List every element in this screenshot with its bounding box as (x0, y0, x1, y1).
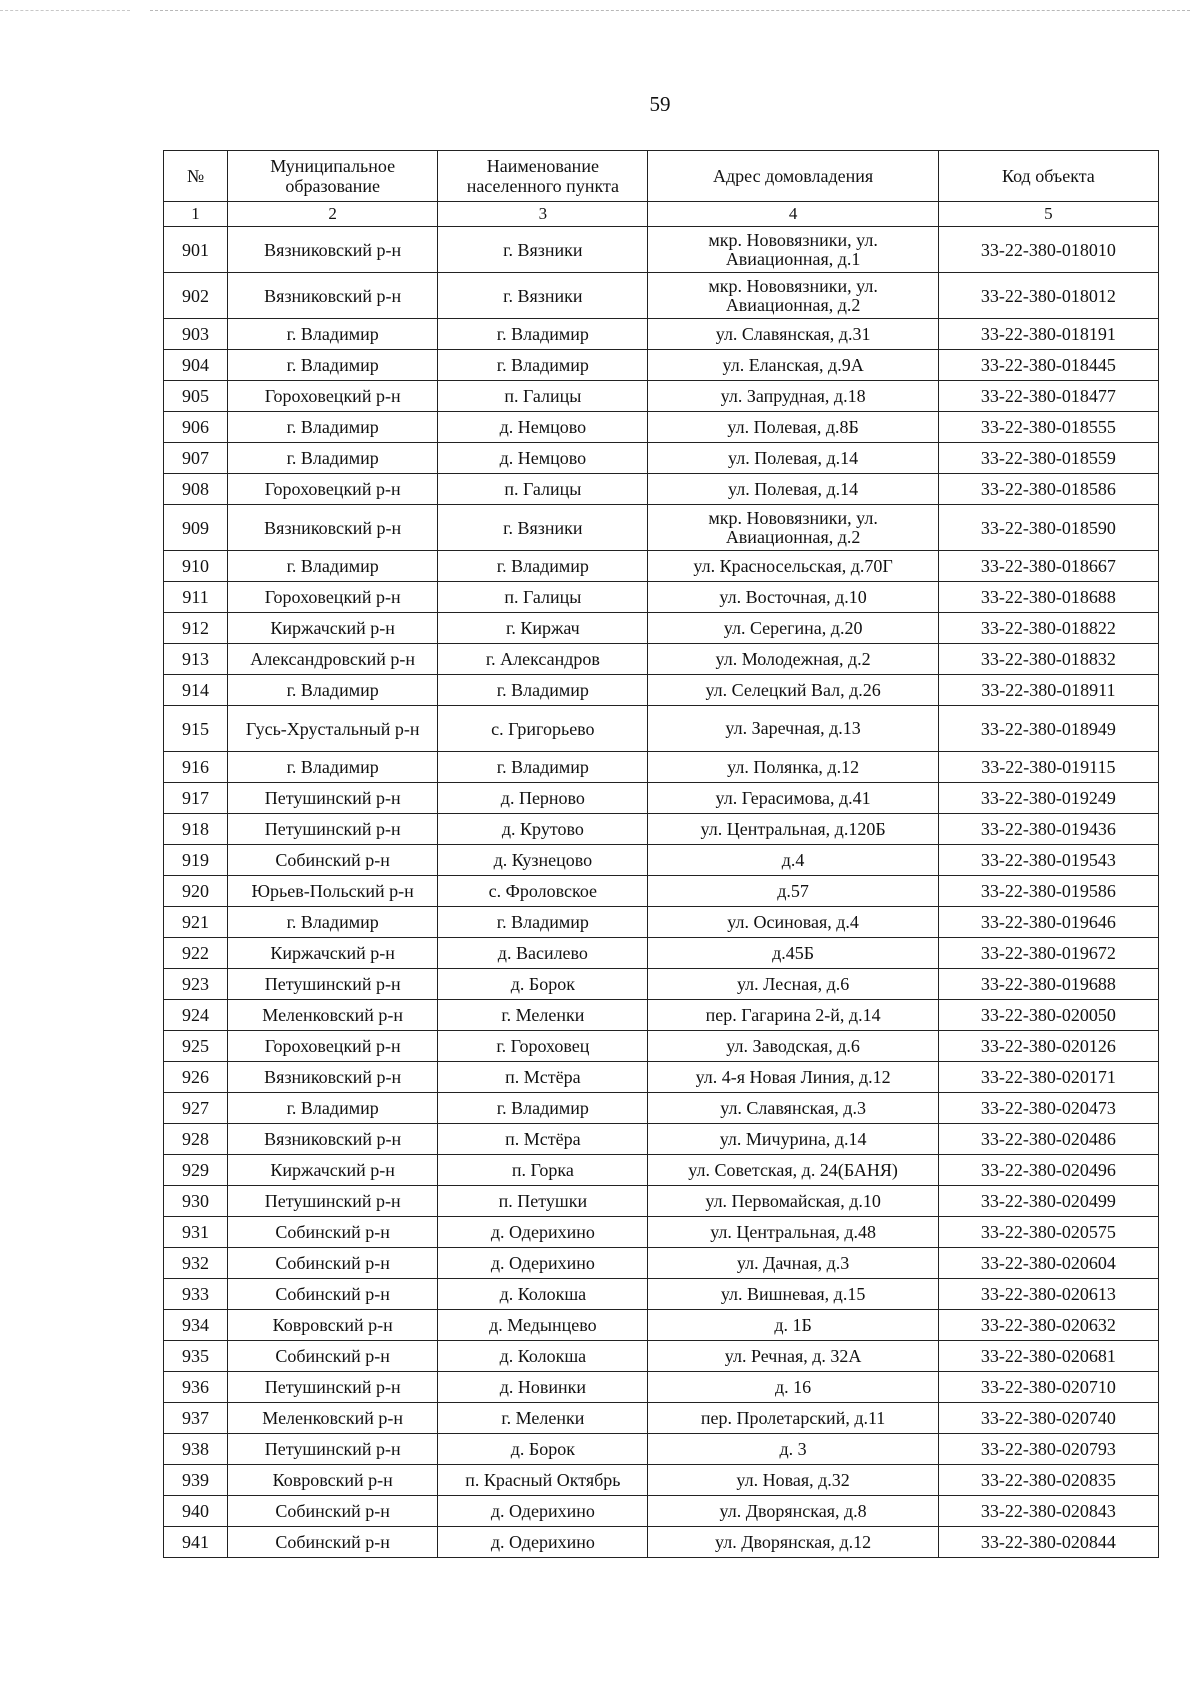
object-code-cell: 33-22-380-018191 (938, 319, 1158, 350)
address-cell: ул. Запрудная, д.18 (648, 381, 938, 412)
settlement-cell: д. Одерихино (438, 1496, 648, 1527)
table-row (164, 412, 1159, 443)
municipality-cell: Собинский р-н (228, 1496, 438, 1527)
table-row (164, 1465, 1159, 1496)
table-row (164, 1217, 1159, 1248)
settlement-cell: г. Меленки (438, 1403, 648, 1434)
settlement-cell: с. Фроловское (438, 876, 648, 907)
address-cell: ул. Дворянская, д.12 (648, 1527, 938, 1558)
address-cell: ул. Осиновая, д.4 (648, 907, 938, 938)
row-number: 937 (164, 1403, 228, 1434)
municipality-cell: Петушинский р-н (228, 969, 438, 1000)
row-number: 938 (164, 1434, 228, 1465)
table-row (164, 1527, 1159, 1558)
settlement-cell: п. Мстёра (438, 1062, 648, 1093)
address-cell: ул. Полянка, д.12 (648, 752, 938, 783)
settlement-cell: д. Борок (438, 1434, 648, 1465)
object-code-cell: 33-22-380-018688 (938, 582, 1158, 613)
header-address: Адрес домовладения (648, 151, 938, 202)
page-number: 59 (649, 92, 671, 116)
object-code-cell: 33-22-380-018445 (938, 350, 1158, 381)
settlement-cell: г. Киржач (438, 613, 648, 644)
address-cell: мкр. Нововязники, ул. Авиационная, д.1 (648, 227, 938, 273)
municipality-cell: Киржачский р-н (228, 613, 438, 644)
address-cell: ул. Славянская, д.3 (648, 1093, 938, 1124)
address-cell: ул. Мичурина, д.14 (648, 1124, 938, 1155)
settlement-cell: г. Вязники (438, 273, 648, 319)
row-number: 913 (164, 644, 228, 675)
households-table (163, 150, 1159, 1558)
object-code-cell: 33-22-380-018911 (938, 675, 1158, 706)
row-number: 908 (164, 474, 228, 505)
table-row (164, 381, 1159, 412)
row-number: 921 (164, 907, 228, 938)
row-number: 932 (164, 1248, 228, 1279)
table-row (164, 675, 1159, 706)
settlement-cell: г. Владимир (438, 675, 648, 706)
row-number: 905 (164, 381, 228, 412)
municipality-cell: Ковровский р-н (228, 1465, 438, 1496)
object-code-cell: 33-22-380-020835 (938, 1465, 1158, 1496)
settlement-cell: д. Перново (438, 783, 648, 814)
table-row (164, 907, 1159, 938)
settlement-cell: д. Немцово (438, 412, 648, 443)
municipality-cell: Киржачский р-н (228, 938, 438, 969)
settlement-cell: д. Одерихино (438, 1217, 648, 1248)
municipality-cell: Петушинский р-н (228, 1372, 438, 1403)
settlement-cell: г. Вязники (438, 227, 648, 273)
object-code-cell: 33-22-380-020613 (938, 1279, 1158, 1310)
row-number: 903 (164, 319, 228, 350)
object-code-cell: 33-22-380-018832 (938, 644, 1158, 675)
row-number: 941 (164, 1527, 228, 1558)
table-row (164, 1372, 1159, 1403)
address-cell: пер. Гагарина 2-й, д.14 (648, 1000, 938, 1031)
municipality-cell: г. Владимир (228, 675, 438, 706)
settlement-cell: д. Одерихино (438, 1527, 648, 1558)
address-cell: д. 1Б (648, 1310, 938, 1341)
row-number: 909 (164, 505, 228, 551)
table-row (164, 1093, 1159, 1124)
table-row (164, 1248, 1159, 1279)
row-number: 935 (164, 1341, 228, 1372)
settlement-cell: г. Меленки (438, 1000, 648, 1031)
address-cell: ул. Центральная, д.48 (648, 1217, 938, 1248)
settlement-cell: д. Колокша (438, 1341, 648, 1372)
row-number: 931 (164, 1217, 228, 1248)
object-code-cell: 33-22-380-018586 (938, 474, 1158, 505)
address-cell: д.45Б (648, 938, 938, 969)
table-row (164, 319, 1159, 350)
row-number: 910 (164, 551, 228, 582)
address-cell: ул. Полевая, д.14 (648, 474, 938, 505)
address-cell: ул. Советская, д. 24(БАНЯ) (648, 1155, 938, 1186)
row-number: 928 (164, 1124, 228, 1155)
column-number: 2 (228, 202, 438, 227)
row-number: 922 (164, 938, 228, 969)
address-cell: ул. Заречная, д.13 (648, 706, 938, 752)
municipality-cell: Собинский р-н (228, 1341, 438, 1372)
table-row (164, 1000, 1159, 1031)
table-row (164, 474, 1159, 505)
municipality-cell: Гусь-Хрустальный р-н (228, 706, 438, 752)
table-row (164, 752, 1159, 783)
table-row (164, 876, 1159, 907)
municipality-cell: Петушинский р-н (228, 1434, 438, 1465)
object-code-cell: 33-22-380-018012 (938, 273, 1158, 319)
table-row (164, 814, 1159, 845)
object-code-cell: 33-22-380-019586 (938, 876, 1158, 907)
address-cell: ул. Дворянская, д.8 (648, 1496, 938, 1527)
object-code-cell: 33-22-380-019115 (938, 752, 1158, 783)
header-object-code: Код объекта (938, 151, 1158, 202)
municipality-cell: г. Владимир (228, 752, 438, 783)
settlement-cell: г. Владимир (438, 1093, 648, 1124)
settlement-cell: г. Александров (438, 644, 648, 675)
object-code-cell: 33-22-380-018667 (938, 551, 1158, 582)
table-row (164, 969, 1159, 1000)
row-number: 901 (164, 227, 228, 273)
object-code-cell: 33-22-380-020681 (938, 1341, 1158, 1372)
row-number: 916 (164, 752, 228, 783)
table-row (164, 1496, 1159, 1527)
settlement-cell: г. Владимир (438, 907, 648, 938)
settlement-cell: д. Борок (438, 969, 648, 1000)
column-number: 1 (164, 202, 228, 227)
table-row (164, 443, 1159, 474)
settlement-cell: г. Владимир (438, 551, 648, 582)
address-cell: мкр. Нововязники, ул. Авиационная, д.2 (648, 505, 938, 551)
column-number: 4 (648, 202, 938, 227)
column-number-row (164, 202, 1159, 227)
settlement-cell: п. Галицы (438, 474, 648, 505)
settlement-cell: п. Петушки (438, 1186, 648, 1217)
address-cell: ул. Новая, д.32 (648, 1465, 938, 1496)
address-cell: ул. Восточная, д.10 (648, 582, 938, 613)
row-number: 902 (164, 273, 228, 319)
row-number: 914 (164, 675, 228, 706)
address-cell: ул. Полевая, д.14 (648, 443, 938, 474)
object-code-cell: 33-22-380-020575 (938, 1217, 1158, 1248)
address-cell: ул. Славянская, д.31 (648, 319, 938, 350)
address-cell: ул. Центральная, д.120Б (648, 814, 938, 845)
address-cell: ул. Дачная, д.3 (648, 1248, 938, 1279)
table-row (164, 706, 1159, 752)
row-number: 907 (164, 443, 228, 474)
row-number: 930 (164, 1186, 228, 1217)
settlement-cell: г. Вязники (438, 505, 648, 551)
table-row (164, 273, 1159, 319)
row-number: 906 (164, 412, 228, 443)
municipality-cell: г. Владимир (228, 551, 438, 582)
object-code-cell: 33-22-380-018477 (938, 381, 1158, 412)
object-code-cell: 33-22-380-019249 (938, 783, 1158, 814)
table-row (164, 505, 1159, 551)
table-row (164, 227, 1159, 273)
address-cell: пер. Пролетарский, д.11 (648, 1403, 938, 1434)
address-cell: ул. Серегина, д.20 (648, 613, 938, 644)
municipality-cell: Гороховецкий р-н (228, 1031, 438, 1062)
settlement-cell: с. Григорьево (438, 706, 648, 752)
address-cell: ул. Лесная, д.6 (648, 969, 938, 1000)
municipality-cell: Гороховецкий р-н (228, 474, 438, 505)
address-cell: ул. 4-я Новая Линия, д.12 (648, 1062, 938, 1093)
table-row (164, 582, 1159, 613)
header-municipality: Муниципальное образование (228, 151, 438, 202)
settlement-cell: д. Немцово (438, 443, 648, 474)
address-cell: ул. Еланская, д.9А (648, 350, 938, 381)
settlement-cell: д. Василево (438, 938, 648, 969)
municipality-cell: г. Владимир (228, 350, 438, 381)
row-number: 912 (164, 613, 228, 644)
municipality-cell: Александровский р-н (228, 644, 438, 675)
municipality-cell: Юрьев-Польский р-н (228, 876, 438, 907)
object-code-cell: 33-22-380-019688 (938, 969, 1158, 1000)
row-number: 939 (164, 1465, 228, 1496)
object-code-cell: 33-22-380-019646 (938, 907, 1158, 938)
address-cell: ул. Красносельская, д.70Г (648, 551, 938, 582)
table-header-row (164, 151, 1159, 202)
object-code-cell: 33-22-380-018555 (938, 412, 1158, 443)
table-row (164, 1403, 1159, 1434)
table-row (164, 938, 1159, 969)
settlement-cell: д. Кузнецово (438, 845, 648, 876)
object-code-cell: 33-22-380-018559 (938, 443, 1158, 474)
column-number: 5 (938, 202, 1158, 227)
row-number: 934 (164, 1310, 228, 1341)
settlement-cell: г. Владимир (438, 350, 648, 381)
municipality-cell: Петушинский р-н (228, 1186, 438, 1217)
address-cell: ул. Герасимова, д.41 (648, 783, 938, 814)
municipality-cell: Киржачский р-н (228, 1155, 438, 1186)
municipality-cell: Петушинский р-н (228, 783, 438, 814)
object-code-cell: 33-22-380-020499 (938, 1186, 1158, 1217)
object-code-cell: 33-22-380-020843 (938, 1496, 1158, 1527)
address-cell: ул. Заводская, д.6 (648, 1031, 938, 1062)
object-code-cell: 33-22-380-020126 (938, 1031, 1158, 1062)
municipality-cell: г. Владимир (228, 907, 438, 938)
object-code-cell: 33-22-380-019672 (938, 938, 1158, 969)
header-number: № (164, 151, 228, 202)
row-number: 924 (164, 1000, 228, 1031)
settlement-cell: п. Горка (438, 1155, 648, 1186)
settlement-cell: д. Новинки (438, 1372, 648, 1403)
address-cell: д. 3 (648, 1434, 938, 1465)
row-number: 917 (164, 783, 228, 814)
object-code-cell: 33-22-380-019436 (938, 814, 1158, 845)
municipality-cell: Вязниковский р-н (228, 505, 438, 551)
row-number: 911 (164, 582, 228, 613)
object-code-cell: 33-22-380-020710 (938, 1372, 1158, 1403)
municipality-cell: Вязниковский р-н (228, 273, 438, 319)
table-row (164, 1124, 1159, 1155)
row-number: 940 (164, 1496, 228, 1527)
municipality-cell: Меленковский р-н (228, 1000, 438, 1031)
settlement-cell: д. Одерихино (438, 1248, 648, 1279)
municipality-cell: г. Владимир (228, 412, 438, 443)
table-row (164, 613, 1159, 644)
municipality-cell: г. Владимир (228, 319, 438, 350)
settlement-cell: п. Галицы (438, 582, 648, 613)
address-cell: ул. Молодежная, д.2 (648, 644, 938, 675)
header-settlement: Наименование населенного пункта (438, 151, 648, 202)
row-number: 904 (164, 350, 228, 381)
table-row (164, 783, 1159, 814)
object-code-cell: 33-22-380-020050 (938, 1000, 1158, 1031)
municipality-cell: Гороховецкий р-н (228, 582, 438, 613)
object-code-cell: 33-22-380-018949 (938, 706, 1158, 752)
table-row (164, 644, 1159, 675)
address-cell: ул. Речная, д. 32А (648, 1341, 938, 1372)
table-row (164, 845, 1159, 876)
row-number: 925 (164, 1031, 228, 1062)
table-row (164, 1341, 1159, 1372)
object-code-cell: 33-22-380-020486 (938, 1124, 1158, 1155)
municipality-cell: Ковровский р-н (228, 1310, 438, 1341)
column-number: 3 (438, 202, 648, 227)
settlement-cell: п. Мстёра (438, 1124, 648, 1155)
object-code-cell: 33-22-380-020844 (938, 1527, 1158, 1558)
scan-artifact-left (0, 10, 130, 11)
municipality-cell: г. Владимир (228, 1093, 438, 1124)
object-code-cell: 33-22-380-020604 (938, 1248, 1158, 1279)
municipality-cell: г. Владимир (228, 443, 438, 474)
row-number: 918 (164, 814, 228, 845)
object-code-cell: 33-22-380-020740 (938, 1403, 1158, 1434)
table-row (164, 1279, 1159, 1310)
row-number: 923 (164, 969, 228, 1000)
address-cell: мкр. Нововязники, ул. Авиационная, д.2 (648, 273, 938, 319)
municipality-cell: Собинский р-н (228, 1248, 438, 1279)
object-code-cell: 33-22-380-018822 (938, 613, 1158, 644)
row-number: 915 (164, 706, 228, 752)
table-row (164, 1310, 1159, 1341)
settlement-cell: д. Колокша (438, 1279, 648, 1310)
row-number: 929 (164, 1155, 228, 1186)
address-cell: д.4 (648, 845, 938, 876)
municipality-cell: Вязниковский р-н (228, 227, 438, 273)
municipality-cell: Собинский р-н (228, 1279, 438, 1310)
object-code-cell: 33-22-380-018590 (938, 505, 1158, 551)
address-cell: д.57 (648, 876, 938, 907)
address-cell: ул. Вишневая, д.15 (648, 1279, 938, 1310)
settlement-cell: г. Гороховец (438, 1031, 648, 1062)
table-row (164, 551, 1159, 582)
address-cell: ул. Полевая, д.8Б (648, 412, 938, 443)
object-code-cell: 33-22-380-020171 (938, 1062, 1158, 1093)
address-cell: ул. Селецкий Вал, д.26 (648, 675, 938, 706)
municipality-cell: Петушинский р-н (228, 814, 438, 845)
municipality-cell: Собинский р-н (228, 1217, 438, 1248)
table-row (164, 1186, 1159, 1217)
row-number: 927 (164, 1093, 228, 1124)
object-code-cell: 33-22-380-019543 (938, 845, 1158, 876)
municipality-cell: Гороховецкий р-н (228, 381, 438, 412)
settlement-cell: г. Владимир (438, 319, 648, 350)
row-number: 919 (164, 845, 228, 876)
table-row (164, 1434, 1159, 1465)
settlement-cell: д. Медынцево (438, 1310, 648, 1341)
address-cell: ул. Первомайская, д.10 (648, 1186, 938, 1217)
object-code-cell: 33-22-380-020793 (938, 1434, 1158, 1465)
municipality-cell: Вязниковский р-н (228, 1062, 438, 1093)
table-row (164, 350, 1159, 381)
row-number: 920 (164, 876, 228, 907)
row-number: 936 (164, 1372, 228, 1403)
scan-artifact-top (150, 10, 1190, 11)
settlement-cell: г. Владимир (438, 752, 648, 783)
municipality-cell: Собинский р-н (228, 1527, 438, 1558)
object-code-cell: 33-22-380-018010 (938, 227, 1158, 273)
object-code-cell: 33-22-380-020496 (938, 1155, 1158, 1186)
settlement-cell: п. Галицы (438, 381, 648, 412)
table-body (164, 227, 1159, 1558)
object-code-cell: 33-22-380-020632 (938, 1310, 1158, 1341)
row-number: 933 (164, 1279, 228, 1310)
table-row (164, 1155, 1159, 1186)
address-cell: д. 16 (648, 1372, 938, 1403)
object-code-cell: 33-22-380-020473 (938, 1093, 1158, 1124)
row-number: 926 (164, 1062, 228, 1093)
settlement-cell: д. Крутово (438, 814, 648, 845)
settlement-cell: п. Красный Октябрь (438, 1465, 648, 1496)
municipality-cell: Вязниковский р-н (228, 1124, 438, 1155)
table-row (164, 1062, 1159, 1093)
municipality-cell: Собинский р-н (228, 845, 438, 876)
table-row (164, 1031, 1159, 1062)
municipality-cell: Меленковский р-н (228, 1403, 438, 1434)
